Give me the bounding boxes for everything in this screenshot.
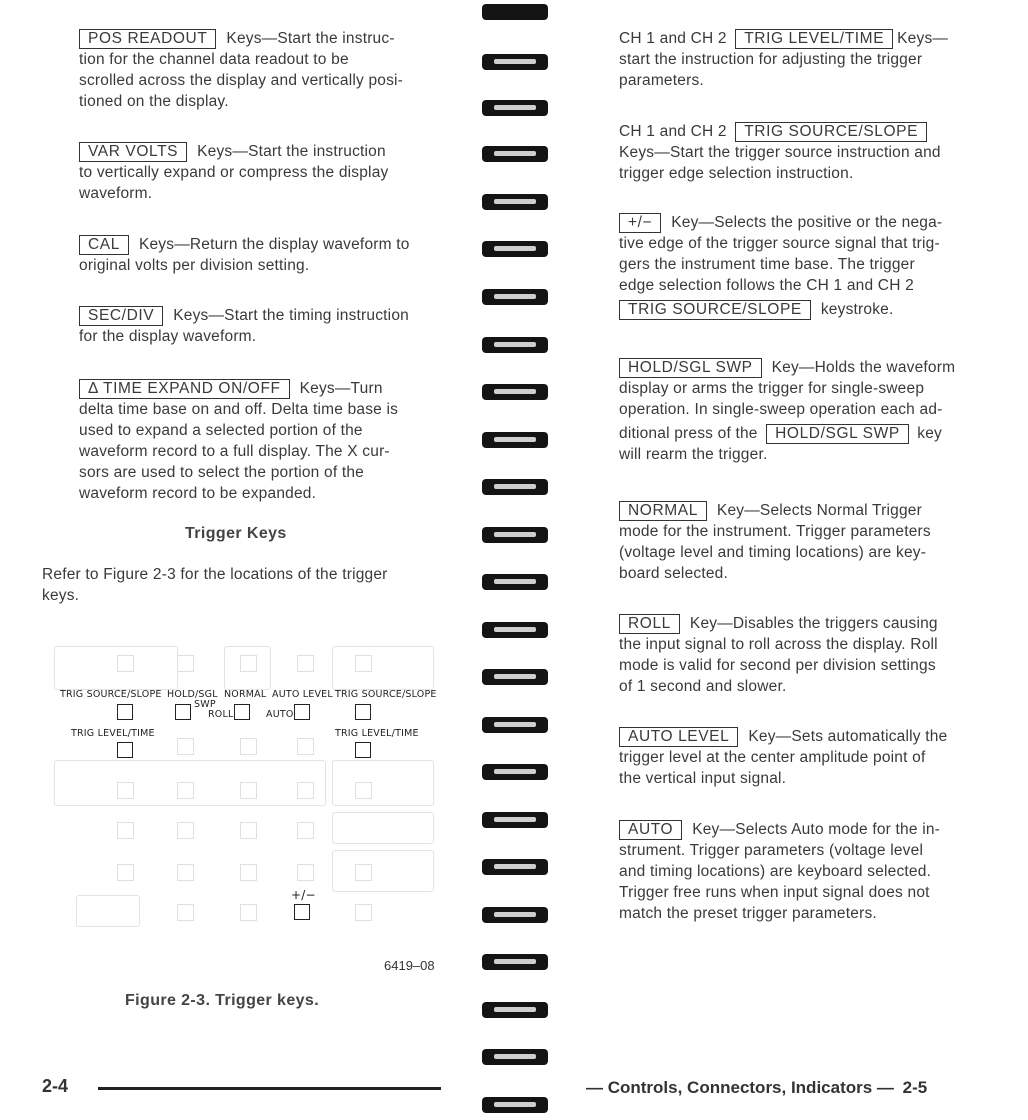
roll-key-label: ROLL (619, 614, 680, 634)
var-volts-paragraph: VAR VOLTS Keys—Start the instruction to vertically expand or compress the display waveform. (79, 143, 389, 202)
trig-level-time-right-label: TRIG LEVEL/TIME (335, 728, 419, 739)
time-expand-paragraph: Δ TIME EXPAND ON/OFF Keys—Turn delta time base on and off. Delta time base is used to expand a selected portion of the waveform record to a full display. The X cur- sors are used to select the portion of the waveform record to be expanded. (79, 380, 399, 502)
plus-minus-key-label: +/− (619, 213, 661, 233)
binding-ring (480, 0, 550, 26)
hold-sgl-label: HOLD/SGL (167, 689, 218, 700)
binding-ring (480, 570, 550, 596)
hold-sgl-swp-key-label: HOLD/SGL SWP (619, 358, 762, 378)
swp-label: SWP (194, 699, 216, 710)
plus-minus-paragraph: +/− Key—Selects the positive or the nega- tive edge of the trigger source signal that trig- gers the instrument time base. The trigger edge selection follows the CH 1 and CH 2 TRIG SOURCE/SLOPE keystroke. (619, 214, 943, 318)
refer-paragraph: Refer to Figure 2-3 for the locations of the trigger keys. (42, 566, 388, 604)
binding-ring (480, 760, 550, 786)
section-heading: Trigger Keys (185, 525, 287, 542)
binding-ring (480, 808, 550, 834)
left-page-number: 2-4 (42, 1076, 69, 1096)
sec-div-paragraph: SEC/DIV Keys—Start the timing instruction for the display waveform. (79, 307, 409, 345)
trig-level-time-paragraph: CH 1 and CH 2 TRIG LEVEL/TIME Keys— start the instruction for adjusting the trigger parameters. (619, 30, 949, 89)
binding-ring (480, 380, 550, 406)
var-volts-key-label: VAR VOLTS (79, 142, 187, 162)
roll-paragraph: ROLL Key—Disables the triggers causing the input signal to roll across the display. Roll mode is valid for second per division settings of 1 second and slower. (619, 615, 938, 695)
trig-source-slope-key-label: TRIG SOURCE/SLOPE (735, 122, 927, 142)
auto-key-label: AUTO (619, 820, 682, 840)
binding-ring (480, 190, 550, 216)
binding-ring (480, 285, 550, 311)
pos-readout-key-label: POS READOUT (79, 29, 216, 49)
binding-ring (480, 855, 550, 881)
hold-sgl-swp-inline-key-label: HOLD/SGL SWP (766, 424, 909, 444)
trig-source-slope-inline-key-label: TRIG SOURCE/SLOPE (619, 300, 811, 320)
binding-ring (480, 475, 550, 501)
roll-label: ROLL (208, 709, 234, 720)
pos-readout-paragraph: POS READOUT Keys—Start the instruc- tion for the channel data readout to be scrolled across the display and vertically posi- tioned on the display. (79, 30, 404, 110)
trig-level-time-left-label: TRIG LEVEL/TIME (71, 728, 155, 739)
binding-ring (480, 1093, 550, 1119)
auto-level-paragraph: AUTO LEVEL Key—Sets automatically the trigger level at the center amplitude point of the vertical input signal. (619, 728, 948, 787)
right-footer (586, 1078, 927, 1098)
binding-ring (480, 96, 550, 122)
time-expand-key-label: Δ TIME EXPAND ON/OFF (79, 379, 290, 399)
figure-number: 6419–08 (384, 958, 435, 973)
cal-paragraph: CAL Keys—Return the display waveform to original volts per division setting. (79, 236, 410, 274)
trig-source-slope-right-label: TRIG SOURCE/SLOPE (335, 689, 437, 700)
binding-ring (480, 665, 550, 691)
auto-level-key-label: AUTO LEVEL (619, 727, 738, 747)
auto-label: AUTO (266, 709, 294, 720)
binding-ring (480, 998, 550, 1024)
binding-ring (480, 950, 550, 976)
binding-ring (480, 50, 550, 76)
trig-source-slope-paragraph: CH 1 and CH 2 TRIG SOURCE/SLOPE Keys—Start the trigger source instruction and trigger edge selection instruction. (619, 123, 941, 182)
sec-div-key-label: SEC/DIV (79, 306, 163, 326)
binding-ring (480, 903, 550, 929)
cal-key-label: CAL (79, 235, 129, 255)
auto-level-label: AUTO LEVEL (272, 689, 333, 700)
binding-ring (480, 618, 550, 644)
normal-paragraph: NORMAL Key—Selects Normal Trigger mode for the instrument. Trigger parameters (voltage level and timing locations) are key- board selected. (619, 502, 931, 582)
trig-level-time-key-label: TRIG LEVEL/TIME (735, 29, 893, 49)
binding-ring (480, 333, 550, 359)
trig-source-slope-left-label: TRIG SOURCE/SLOPE (60, 689, 162, 700)
binding-ring (480, 713, 550, 739)
right-page-number: 2-5 (902, 1078, 928, 1097)
binding-ring (480, 523, 550, 549)
binding-ring (480, 1045, 550, 1071)
plus-minus-label: +/− (291, 888, 316, 902)
figure-caption: Figure 2-3. Trigger keys. (125, 992, 320, 1009)
hold-sgl-swp-paragraph: HOLD/SGL SWP Key—Holds the waveform display or arms the trigger for single-sweep operation. In single-sweep operation each ad- ditional press of the HOLD/SGL SWP key will rearm the trigger. (619, 359, 956, 463)
normal-label: NORMAL (224, 689, 267, 700)
binding-ring (480, 142, 550, 168)
binding-ring (480, 428, 550, 454)
normal-key-label: NORMAL (619, 501, 707, 521)
footer-section-title: — Controls, Connectors, Indicators — (586, 1078, 894, 1097)
binding-ring (480, 237, 550, 263)
auto-paragraph: AUTO Key—Selects Auto mode for the in- strument. Trigger parameters (voltage level and timing locations) are keyboard selected. Trigger free runs when input signal does not match the preset trigger parameters. (619, 821, 941, 922)
